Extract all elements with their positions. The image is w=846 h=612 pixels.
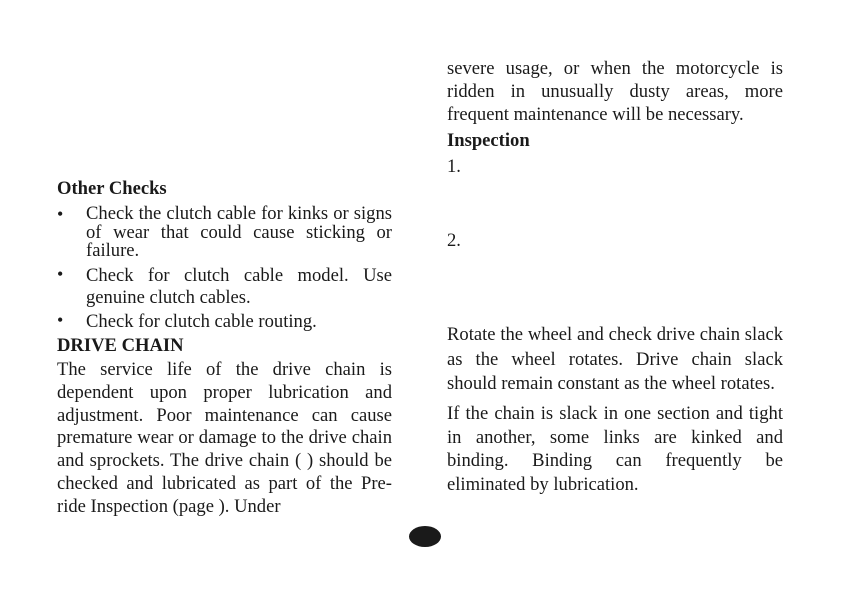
bullet-icon: • xyxy=(57,204,64,224)
rotate-wheel-paragraph: Rotate the wheel and check drive chain slack as the wheel rotates. Drive chain slack should remain constant as the wheel rotates. xyxy=(447,324,783,394)
page-number-marker xyxy=(409,526,441,547)
drive-chain-heading: DRIVE CHAIN xyxy=(57,335,184,356)
step-2-number: 2. xyxy=(447,230,461,251)
continuation-paragraph: severe usage, or when the motorcycle is ridden in unusually dusty areas, more frequent maintenance will be necessary. xyxy=(447,58,783,125)
bullet-text: Check for clutch cable routing. xyxy=(86,311,317,332)
inspection-heading: Inspection xyxy=(447,130,530,151)
bullet-icon: • xyxy=(57,310,64,330)
bullet-text: Check the clutch cable for kinks or signs of wear that could cause sticking or failure. xyxy=(86,203,392,261)
drive-chain-paragraph: The service life of the drive chain is dependent upon proper lubrication and adjustment. Poor maintenance can cause premature wear or damage to the drive chain and sprockets. The drive chain ( ) should be checked and lubricated as part of the Pre-ride Inspection (page ). Under xyxy=(57,359,392,517)
step-1-number: 1. xyxy=(447,156,461,177)
bullet-item-cable-routing xyxy=(57,310,392,334)
bullet-icon: • xyxy=(57,264,64,284)
binding-paragraph: If the chain is slack in one section and tight in another, some links are kinked and binding. Binding can frequently be eliminated by lubrication. xyxy=(447,403,783,495)
bullet-item-cable-wear xyxy=(57,204,392,264)
bullet-item-cable-model xyxy=(57,264,392,308)
bullet-text: Check for clutch cable model. Use genuine clutch cables. xyxy=(86,265,392,308)
other-checks-heading: Other Checks xyxy=(57,178,167,199)
